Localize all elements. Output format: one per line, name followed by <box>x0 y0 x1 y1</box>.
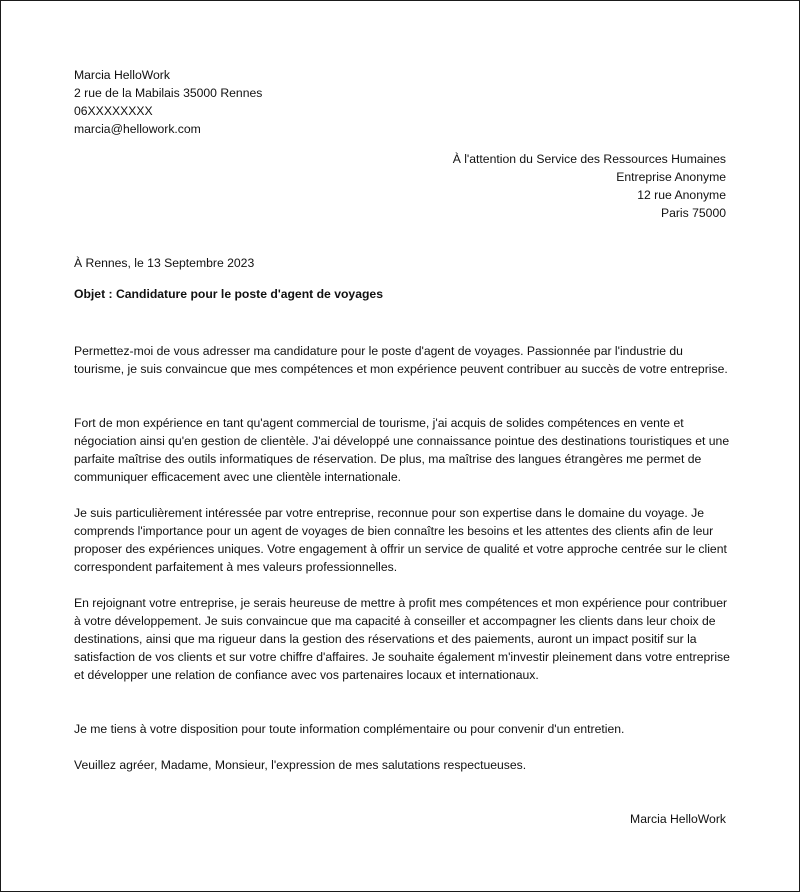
body-paragraph-4: En rejoignant votre entreprise, je serais heureuse de mettre à profit mes compétences et mon expérience pour contribuer à votre développement. Je suis convaincue que ma capacité à conseiller et accompagner les clients dans leur choix de destinations, ainsi que ma rigueur dans la gestion des réservations et des paiements, auront un impact positif sur la satisfaction de vos clients et sur votre chiffre d'affaires. Je souhaite également m'investir pleinement dans votre entreprise et développer une relation de confiance avec vos partenaires locaux et internationaux. <box>74 596 730 682</box>
sender-name: Marcia HelloWork <box>74 68 170 82</box>
subject-line: Objet : Candidature pour le poste d'agent de voyages <box>74 287 383 301</box>
body-paragraph-2: Fort de mon expérience en tant qu'agent commercial de tourisme, j'ai acquis de solides compétences en vente et négociation ainsi qu'en gestion de clientèle. J'ai développé une connaissance pointue des destinations touristiques et une parfaite maîtrise des outils informatiques de réservation. De plus, ma maîtrise des langues étrangères me permet de communiquer efficacement avec une clientèle internationale. <box>74 416 730 484</box>
recipient-company: Entreprise Anonyme <box>616 170 726 184</box>
sender-address: 2 rue de la Mabilais 35000 Rennes <box>74 86 263 100</box>
recipient-street: 12 rue Anonyme <box>637 188 726 202</box>
sender-phone: 06XXXXXXXX <box>74 104 153 118</box>
body-paragraph-3: Je suis particulièrement intéressée par votre entreprise, reconnue pour son expertise dans le domaine du voyage. Je comprends l'importance pour un agent de voyages de bien connaître les besoins et les attentes des clients afin de leur proposer des expériences uniques. Votre engagement à offrir un service de qualité et votre approche centrée sur le client correspondent parfaitement à mes valeurs professionnelles. <box>74 506 727 574</box>
sender-email: marcia@hellowork.com <box>74 122 201 136</box>
recipient-city: Paris 75000 <box>660 206 726 220</box>
body-paragraph-1: Permettez-moi de vous adresser ma candidature pour le poste d'agent de voyages. Passionnée par l'industrie du tourisme, je suis convaincue que mes compétences et mon expérience peuvent contribuer au succès de votre entreprise. <box>74 344 728 376</box>
recipient-attention: À l'attention du Service des Ressources Humaines <box>452 152 726 166</box>
date-line: À Rennes, le 13 Septembre 2023 <box>74 256 255 270</box>
closing-paragraph: Veuillez agréer, Madame, Monsieur, l'expression de mes salutations respectueuses. <box>74 758 527 772</box>
signature: Marcia HelloWork <box>630 812 726 826</box>
body-paragraph-5: Je me tiens à votre disposition pour toute information complémentaire ou pour convenir d'un entretien. <box>74 722 625 736</box>
